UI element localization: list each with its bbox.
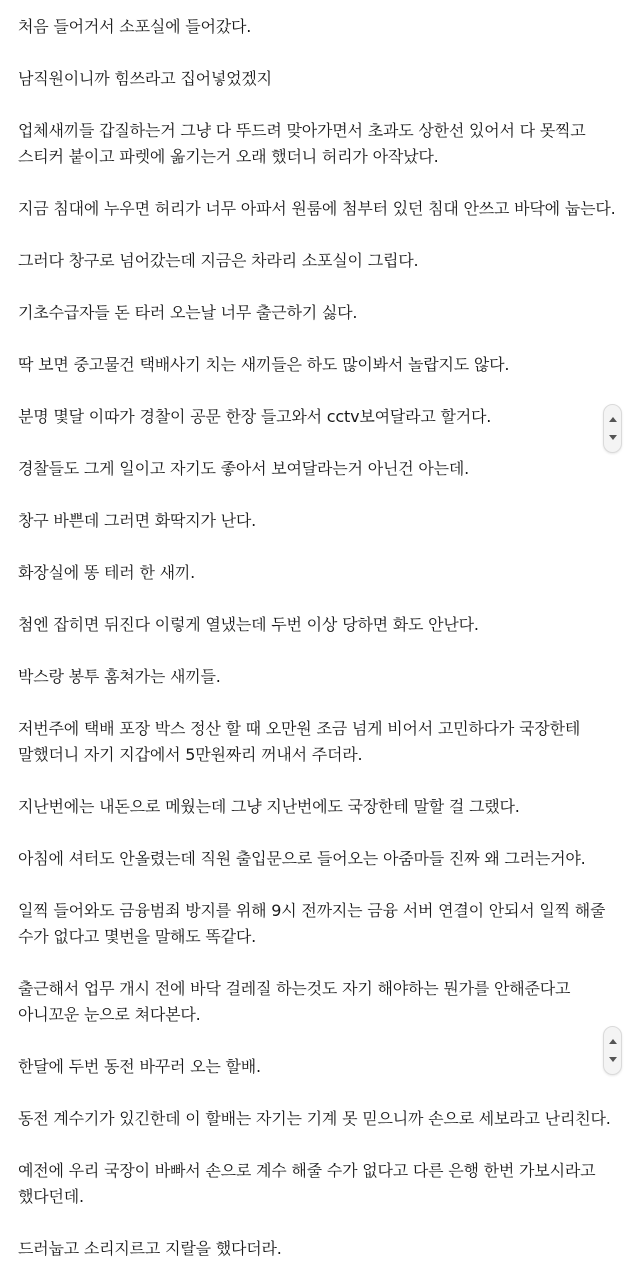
paragraph-6: 기초수급자들 돈 타러 오는날 너무 출근하기 싫다. xyxy=(18,303,358,322)
paragraph-7: 딱 보면 중고물건 택배사기 치는 새끼들은 하도 많이봐서 놀랍지도 않다. xyxy=(18,355,510,374)
paragraph-19: 한달에 두번 동전 바꾸러 오는 할배. xyxy=(18,1057,261,1076)
paragraph-1: 처음 들어거서 소포실에 들어갔다. xyxy=(18,17,252,36)
paragraph-21: 예전에 우리 국장이 바빠서 손으로 계수 해줄 수가 없다고 다른 은행 한번 가보시라고 했다던데. xyxy=(18,1161,596,1206)
paragraph-17: 일찍 들어와도 금융범죄 방지를 위해 9시 전까지는 금융 서버 연결이 안되서 일찍 해줄 수가 없다고 몇번을 말해도 똑같다. xyxy=(18,901,606,946)
paragraph-8: 분명 몇달 이따가 경찰이 공문 한장 들고와서 cctv보여달라고 할거다. xyxy=(18,407,492,426)
paragraph-20: 동전 계수기가 있긴한데 이 할배는 자기는 기계 못 믿으니까 손으로 세보라고 난리친다. xyxy=(18,1109,611,1128)
paragraph-10: 창구 바쁜데 그러면 화딱지가 난다. xyxy=(18,511,257,530)
paragraph-9: 경찰들도 그게 일이고 자기도 좋아서 보여달라는거 아닌건 아는데. xyxy=(18,459,470,478)
chevron-up-icon[interactable] xyxy=(609,1039,617,1044)
paragraph-22: 드러눕고 소리지르고 지랄을 했다더라. xyxy=(18,1239,282,1258)
post-body xyxy=(18,14,622,1288)
paragraph-15: 지난번에는 내돈으로 메웠는데 그냥 지난번에도 국장한테 말할 걸 그랬다. xyxy=(18,797,520,816)
scroll-handle[interactable] xyxy=(603,1026,622,1075)
paragraph-11: 화장실에 똥 테러 한 새끼. xyxy=(18,563,195,582)
scroll-handle[interactable] xyxy=(603,404,622,453)
paragraph-3: 업체새끼들 갑질하는거 그냥 다 뚜드려 맞아가면서 초과도 상한선 있어서 다 못찍고 스티커 붙이고 파렛에 옮기는거 오래 했더니 허리가 아작났다. xyxy=(18,121,586,166)
chevron-down-icon[interactable] xyxy=(609,1057,617,1062)
paragraph-13: 박스랑 봉투 훔쳐가는 새끼들. xyxy=(18,667,221,686)
paragraph-18: 출근해서 업무 개시 전에 바닥 걸레질 하는것도 자기 해야하는 뭔가를 안해준다고 아니꼬운 눈으로 쳐다본다. xyxy=(18,979,571,1024)
chevron-down-icon[interactable] xyxy=(609,435,617,440)
chevron-up-icon[interactable] xyxy=(609,417,617,422)
paragraph-12: 첨엔 잡히면 뒤진다 이렇게 열냈는데 두번 이상 당하면 화도 안난다. xyxy=(18,615,479,634)
paragraph-5: 그러다 창구로 넘어갔는데 지금은 차라리 소포실이 그립다. xyxy=(18,251,419,270)
paragraph-14: 저번주에 택배 포장 박스 정산 할 때 오만원 조금 넘게 비어서 고민하다가 국장한테 말했더니 자기 지갑에서 5만원짜리 꺼내서 주더라. xyxy=(18,719,581,764)
paragraph-2: 남직원이니까 힘쓰라고 집어넣었겠지 xyxy=(18,69,272,88)
paragraph-4: 지금 침대에 누우면 허리가 너무 아파서 원룸에 첨부터 있던 침대 안쓰고 바닥에 눕는다. xyxy=(18,199,616,218)
paragraph-16: 아침에 셔터도 안올렸는데 직원 출입문으로 들어오는 아줌마들 진짜 왜 그러는거야. xyxy=(18,849,586,868)
